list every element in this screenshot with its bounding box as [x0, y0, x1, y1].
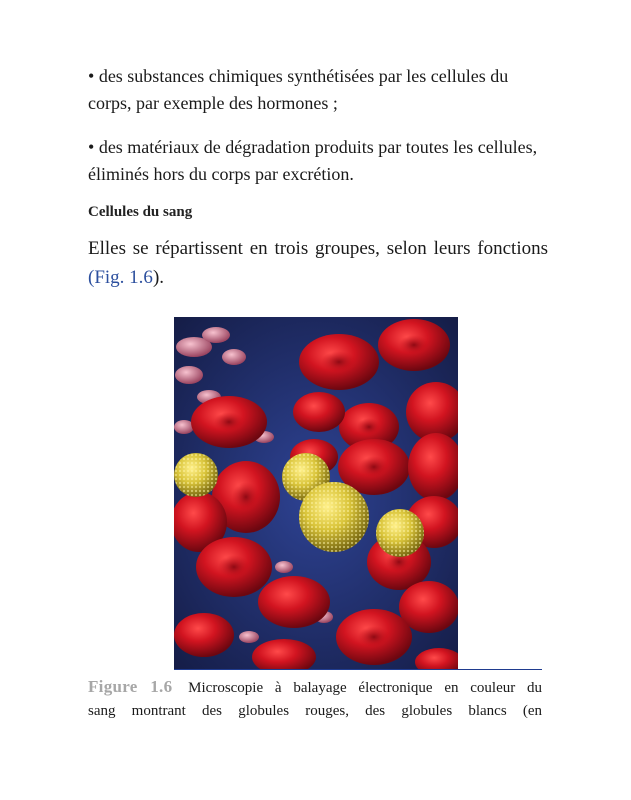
caption-figure-label: Figure 1.6 [88, 677, 173, 696]
bullet-text: des substances chimiques synthétisées par les cellules du corps, par exemple des hormones ; [88, 66, 509, 113]
figure-reference-link[interactable] [88, 267, 153, 288]
figure-caption-line2: sang montrant des globules rouges, des globules blancs (en [88, 703, 542, 719]
paragraph-text: Elles se répartissent en trois groupes, selon leurs fonctions [88, 238, 548, 259]
ref-label: Fig. 1.6 [94, 267, 153, 288]
section-heading: Cellules du sang [88, 204, 193, 220]
bullet-marker: • [88, 66, 95, 86]
caption-text-line1: Microscopie à balayage électronique en couleur du [188, 680, 542, 696]
bullet-text: des matériaux de dégradation produits par toutes les cellules, éliminés hors du corps par excrétion. [88, 137, 538, 184]
figure-divider [174, 669, 542, 670]
bullet-item-substances [88, 63, 543, 117]
body-paragraph [88, 234, 548, 292]
ref-close: ). [152, 267, 165, 288]
blood-cells-micrograph [174, 317, 458, 670]
ref-open-paren: ( [88, 267, 95, 288]
bullet-marker: • [88, 137, 95, 157]
bullet-item-degradation [88, 134, 543, 188]
figure-caption [88, 674, 542, 701]
